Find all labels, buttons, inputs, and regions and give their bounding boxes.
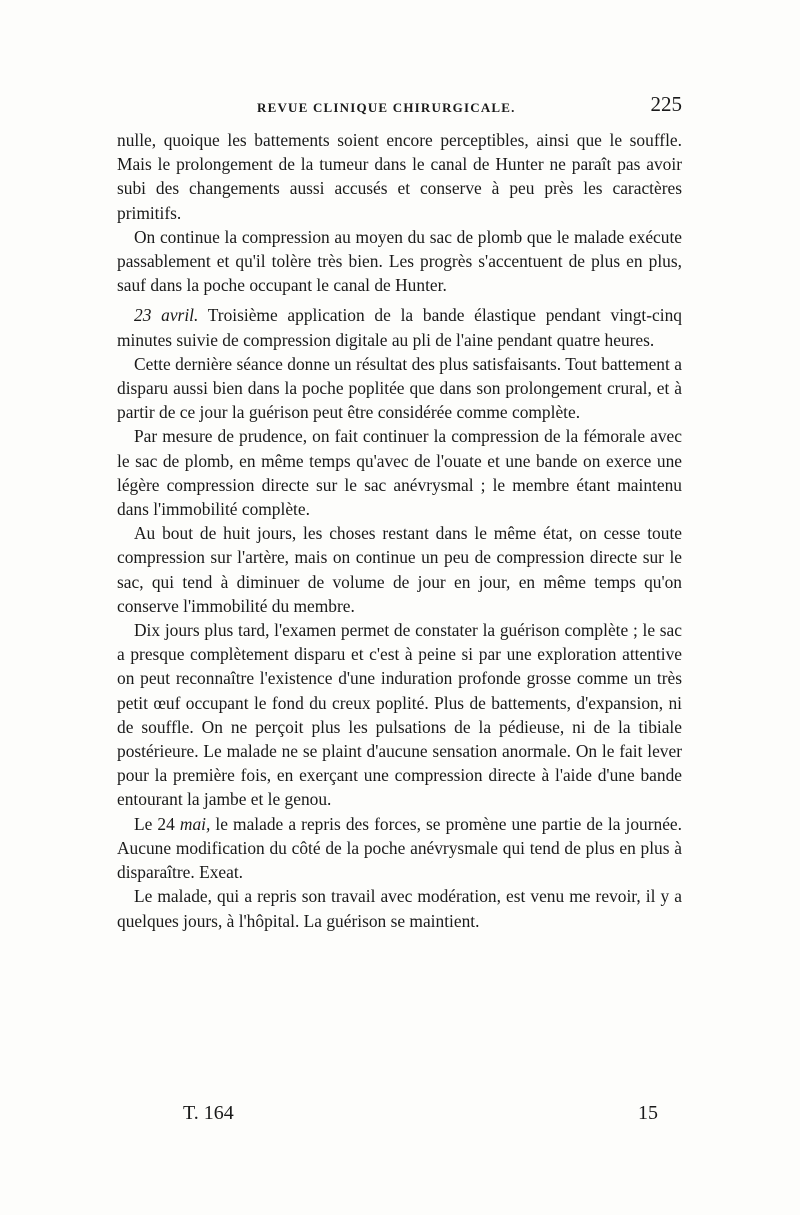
paragraph-6: Au bout de huit jours, les choses restant dans le même état, on cesse toute compression sur l'artère, mais on continue un peu de compression directe sur le sac, qui tend à diminuer de volume de jour en jour, en même temps qu'on conserve l'immobilité du membre. xyxy=(117,523,682,616)
date-24-mai: mai, xyxy=(179,813,211,834)
running-title: REVUE CLINIQUE CHIRURGICALE. xyxy=(257,100,516,115)
running-header xyxy=(117,92,682,122)
paragraph-4: Cette dernière séance donne un résultat des plus satisfaisants. Tout battement a disparu aussi bien dans la poche poplitée que dans son prolongement crural, et à partir de ce jour la guérison peut être considérée comme complète. xyxy=(117,353,682,423)
body-text xyxy=(117,128,682,933)
paragraph-8: Le 24 mai, le malade a repris des forces, se promène une partie de la journée. Aucune modification du côté de la poche anévrysmale qui tend de plus en plus à disparaître. Exeat. xyxy=(117,813,682,883)
date-23-avril: 23 avril. xyxy=(134,305,199,326)
paragraph-3: 23 avril. Troisième application de la bande élastique pendant vingt-cinq minutes suivie de compression digitale au pli de l'aine pendant quatre heures. xyxy=(117,305,682,350)
paragraph-7: Dix jours plus tard, l'examen permet de constater la guérison complète ; le sac a presque complètement disparu et c'est à peine si par une exploration attentive on peut reconnaître l'existence d'une induration profonde grosse comme un très petit œuf occupant le fond du creux poplité. Plus de battements, d'expansion, ni de souffle. On ne perçoit plus les pulsations de la pédieuse, ni de la tibiale postérieure. Le malade ne se plaint d'aucune sensation anormale. On le fait lever pour la première fois, en exerçant une compression directe à l'aide d'une bande entourant la jambe et le genou. xyxy=(117,620,682,810)
page-number: 225 xyxy=(650,92,682,116)
paragraph-2: On continue la compression au moyen du sac de plomb que le malade exécute passablement et qu'il tolère très bien. Les progrès s'accentuent de plus en plus, sauf dans la poche occupant le canal de Hunter. xyxy=(117,226,682,296)
paragraph-5: Par mesure de prudence, on fait continuer la compression de la fémorale avec le sac de plomb, en même temps qu'avec de l'ouate et une bande on exerce une légère compression directe sur le sac anévrysmal ; le membre étant maintenu dans l'immobilité complète. xyxy=(117,426,682,520)
signature-mark: T. 164 xyxy=(183,1102,234,1124)
paragraph-9: Le malade, qui a repris son travail avec modération, est venu me revoir, il y a quelques jours, à l'hôpital. La guérison se maintient. xyxy=(117,886,682,931)
sheet-number: 15 xyxy=(638,1102,658,1124)
page-footer xyxy=(117,1102,682,1132)
paragraph-1: nulle, quoique les battements soient encore perceptibles, ainsi que le souffle. Mais le prolongement de la tumeur dans le canal de Hunter ne paraît pas avoir subi des changements aussi accusés et conserve à peu près les caractères primitifs. xyxy=(117,130,682,223)
